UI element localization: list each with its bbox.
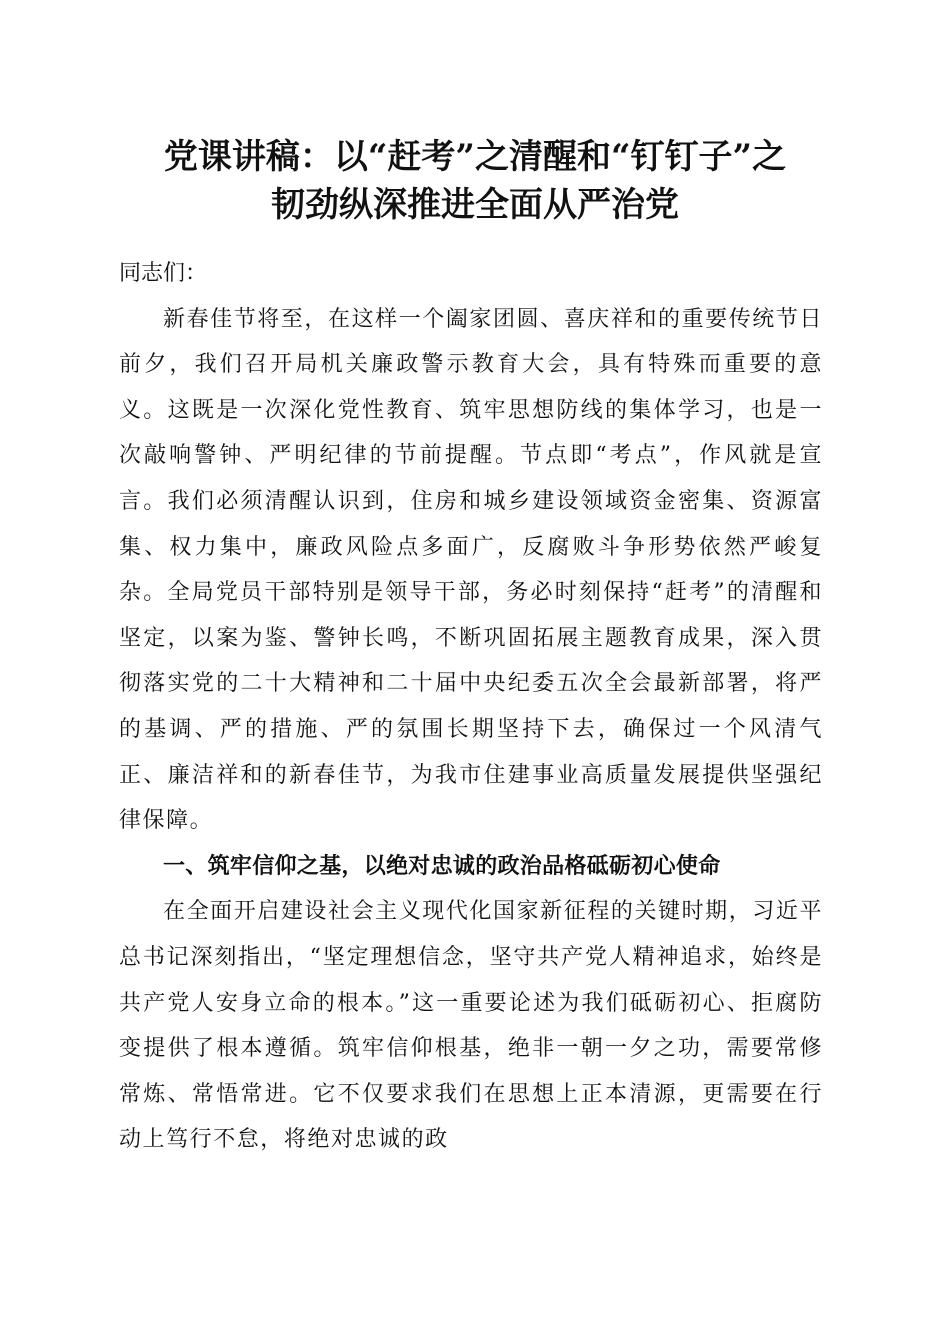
title-line-1: 党课讲稿：以“赶考”之清醒和“钉钉子”之 bbox=[163, 137, 787, 177]
salutation: 同志们： bbox=[119, 261, 208, 286]
document-body bbox=[119, 251, 823, 1163]
paragraph-intro: 新春佳节将至，在这样一个阖家团圆、喜庆祥和的重要传统节日前夕，我们召开局机关廉政警示教育大会，具有特殊而重要的意义。这既是一次深化党性教育、筑牢思想防线的集体学习，也是一次敲响警钟、严明纪律的节前提醒。节点即“考点”，作风就是宣言。我们必须清醒认识到，住房和城乡建设领域资金密集、资源富集、权力集中，廉政风险点多面广，反腐败斗争形势依然严峻复杂。全局党员干部特别是领导干部，务必时刻保持“赶考”的清醒和坚定，以案为鉴、警钟长鸣，不断巩固拓展主题教育成果，深入贯彻落实党的二十大精神和二十届中央纪委五次全会最新部署，将严的基调、严的措施、严的氛围长期坚持下去，确保过一个风清气正、廉洁祥和的新春佳节，为我市住建事业高质量发展提供坚强纪律保障。 bbox=[119, 306, 823, 834]
section-heading-1: 一、筑牢信仰之基，以绝对忠诚的政治品格砥砺初心使命 bbox=[163, 852, 721, 879]
document-title bbox=[100, 133, 850, 229]
title-line-2: 韧劲纵深推进全面从严治党 bbox=[271, 185, 679, 225]
paragraph-section-1: 在全面开启建设社会主义现代化国家新征程的关键时期，习近平总书记深刻指出，“坚定理想信念，坚守共产党人精神追求，始终是共产党人安身立命的根本。”这一重要论述为我们砥砺初心、拒腐防变提供了根本遵循。筑牢信仰根基，绝非一朝一夕之功，需要常修常炼、常悟常进。它不仅要求我们在思想上正本清源，更需要在行动上笃行不怠，将绝对忠诚的政 bbox=[119, 899, 823, 1153]
